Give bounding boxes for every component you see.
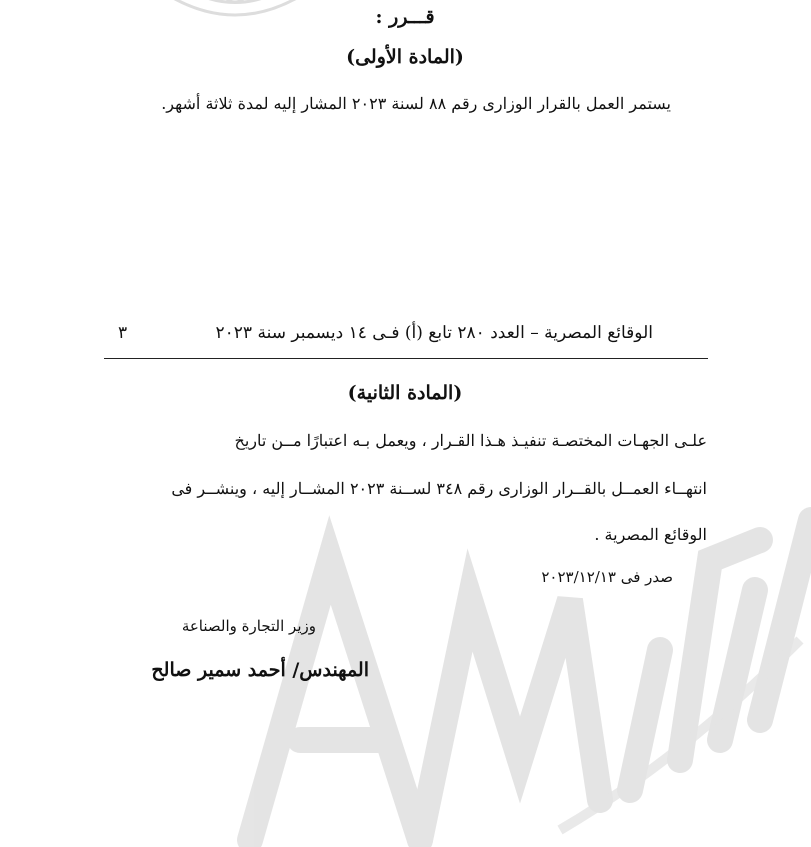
page-number: ٣ [118, 323, 128, 343]
article1-title: (المادة الأولى) [346, 46, 464, 68]
decree-heading: قـــرر : [375, 6, 435, 28]
article2-line-3: الوقائع المصرية . [594, 525, 707, 544]
issue-date: صدر فى ٢٠٢٣/١٢/١٣ [541, 568, 673, 586]
page-header-text: الوقائع المصرية – العدد ٢٨٠ تابع (أ) فـى ١٤ ديسمبر سنة ٢٠٢٣ [215, 323, 653, 343]
article2-title: (المادة الثانية) [347, 382, 463, 404]
minister-title: وزير التجارة والصناعة [181, 617, 316, 635]
header-divider [104, 358, 708, 359]
article1-text: يستمر العمل بالقرار الوزارى رقم ٨٨ لسنة ٢٠٢٣ المشار إليه لمدة ثلاثة أشهر. [161, 94, 671, 113]
minister-name: المهندس/ أحمد سمير صالح [151, 659, 369, 681]
article2-line-1: علـى الجهـات المختصـة تنفيـذ هـذا القـرار ، ويعمل بـه اعتبارًا مــن تاريخ [234, 431, 707, 450]
emblem-seal-icon [150, 0, 320, 40]
article2-line-2: انتهــاء العمــل بالقــرار الوزارى رقم ٣٤٨ لســنة ٢٠٢٣ المشــار إليه ، وينشــر فى [171, 479, 707, 498]
